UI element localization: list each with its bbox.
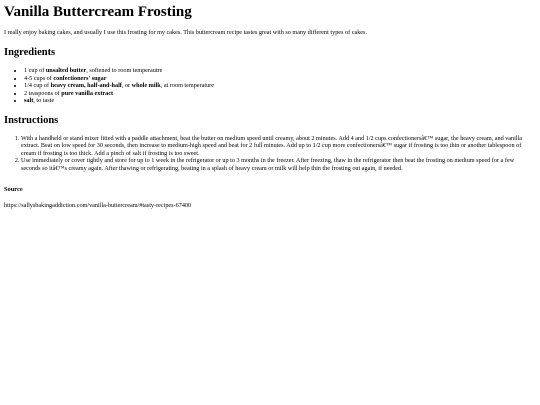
source-heading: Source <box>4 186 23 193</box>
ingredients-heading: Ingredients <box>4 47 56 58</box>
recipe-intro: I really enjoy baking cakes, and usually I use this frosting for my cakes. This buttercream recipe tastes great with so many different types of cakes. <box>4 29 368 36</box>
instructions-heading: Instructions <box>4 114 59 126</box>
instruction-step: 1. With a handheld or stand mixer fitted with a paddle attachment, beat the butter on medium speed until creamy, about 2 minutes. Add 4 and 1/2 cups confectionersâ€™ sugar, the heavy cream, and vanilla extract. Beat on low speed for 30 seconds, then increase to medium-high speed and beat for 2 full minutes. Add up to 1/2 cup more confectionersâ€™ sugar if frosting is too thin or another tablespoon of cream if frosting is too thick. Add a pinch of salt if frosting is too sweet. <box>21 135 536 157</box>
ingredient-text: 1 cup of <box>24 67 46 74</box>
ingredient-text: , to taste <box>33 97 55 105</box>
ingredients-list <box>4 67 536 105</box>
ingredient-name: heavy cream, half-and-half <box>50 82 122 90</box>
ingredient-name: whole milk <box>131 82 161 90</box>
ingredient-text: , softened to room temperautre <box>86 67 163 74</box>
ingredient-item <box>24 75 536 83</box>
ingredient-text: 2 teaspoons of <box>24 89 62 97</box>
ingredient-text: 4-5 cups of <box>24 74 54 82</box>
page-title: Vanilla Buttercream Frosting <box>4 4 192 20</box>
ingredient-item <box>24 97 536 105</box>
ingredient-name: unsalted butter <box>45 67 87 74</box>
ingredient-name: confectioners' sugar <box>53 74 107 82</box>
ingredient-name: pure vanilla extract <box>61 89 114 97</box>
ingredient-text: 1/4 cup of <box>24 82 51 90</box>
ingredient-item <box>24 90 536 98</box>
ingredient-name: salt <box>24 97 34 105</box>
ingredient-item <box>24 67 536 75</box>
ingredient-text: , or <box>121 82 132 90</box>
instructions-list <box>4 135 536 172</box>
ingredient-text: , at room temperature <box>160 82 214 90</box>
ingredient-item <box>24 82 536 90</box>
source-url: https://sallysbakingaddiction.com/vanilla-buttercream/#tasty-recipes-67400 <box>4 202 192 209</box>
instruction-step: 2. Use immediately or cover tightly and store for up to 1 week in the refrigerator or up to 3 months in the freezer. After freezing, thaw in the refrigerator then beat the frosting on medium speed for a few seconds so itâ€™s creamy again. After thawing or refrigerating, beating in a splash of heavy cream or milk will help thin the frosting out again, if needed. <box>21 157 536 172</box>
